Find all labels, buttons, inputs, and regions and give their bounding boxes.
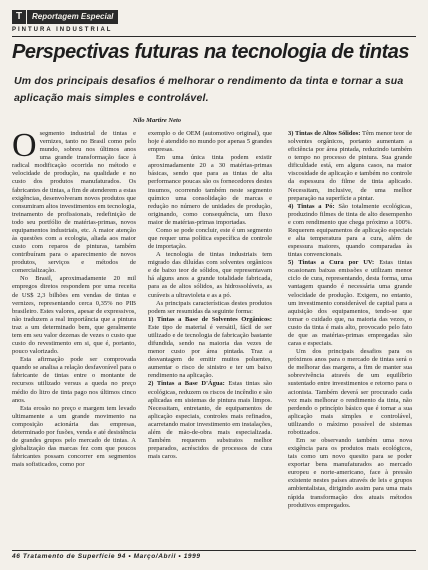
footer-rule — [12, 550, 416, 551]
header-rule — [12, 36, 416, 37]
list-item — [288, 259, 412, 348]
paragraph: exemplo o de OEM (automotivo original), que hoje é atendido no mundo por apenas 5 grandes empresas. — [148, 130, 272, 154]
list-heading: 3) Tintas de Altos Sólidos: — [288, 130, 361, 137]
article-title: Perspectivas futuras na tecnologia de tintas — [12, 41, 410, 63]
magazine-logo: T — [12, 10, 26, 24]
paragraph: Em se observando também uma nova exigência para os produtos mais ecológicos, tais como um novo quesito para se poder exportar bens manufaturados ao mercado europeu e norte-americano, face à pressão existente nestes países através de leis e grupos ambientalistas, dirigindo assim para uma mais rápida transformação dos atuais métodos produtivos empregados. — [288, 436, 412, 509]
list-text: Estas tintas são ecológicas, reduzem os riscos de incêndio e são aplicadas em sistemas de pintura mais limpos. Necessitam, entretanto, de equipamentos de aplicação especiais, controles mais refinados, acarretando maior investimento em instalações, além de mão-de-obra mais especializada. Também requerem substratos melhor preparados, acréscidos de processos de cura mais caros. — [148, 380, 273, 461]
column-3 — [288, 130, 412, 510]
list-text: São totalmente ecológicas, produzindo filmes de tinta de alto desempenho e com rendimento que chega próximo a 100%. Requerem equipamentos de aplicação especiais e alta temperatura para a cura, além de espessura maiores, quando comparadas às tintas convencionais. — [288, 202, 412, 259]
list-item — [288, 203, 412, 260]
list-text: Têm menor teor de solventes orgânicos, portanto aumentam a eficiência por área pintada, reduzindo também o tempo no processo de pintura. Sua grande dificuldade está, em alguns casos, na maior viscosidade de aplicação e também no controle da espessura do filme de tinta aplicado. Necessitam, inclusive, de uma melhor preparação na superfície a pintar. — [288, 130, 412, 202]
list-text: Estas tintas ocasionam baixas emissões e utilizam menor ciclo de cura, representando, desta forma, uma vantagem quando é necessária uma grande velocidade de produção. Exigem, no entanto, um investimento considerável de capital para a aquisição dos equipamentos, tendo-se que tomar o cuidado que, na maioria das vezes, o custo da tinta é mais alto, provocado pelo fato de que as matérias-primas empregadas são caras e especiais. — [288, 259, 412, 348]
subsection-label: PINTURA INDUSTRIAL — [12, 27, 113, 33]
paragraph: Em uma única tinta podem existir aproximadamente 20 a 30 matérias-primas básicas, sendo que para as tintas de alta performance poucas são os fornecedores destes insumos, ocorrendo também neste segmento químico uma consolidação de marcas e redução no número de unidades de produção, originando, como consequência, um fluxo maior de matérias-primas importadas. — [148, 154, 272, 226]
drop-cap: O — [12, 127, 37, 164]
paragraph: Esta erosão no preço e margem tem levado ultimamente a um grande movimento na composição acionária das empresas, determinado por fusões, venda e até desistência de grandes grupos pelo mercado de tintas. A globalização das marcas fez com que poucos fabricantes possam concorrer em segmentos mais sofisticados, como por — [12, 404, 136, 469]
paragraph: As principais características destes produtos podem ser resumidas da seguinte forma: — [148, 299, 272, 315]
paragraph: A tecnologia de tintas industriais tem migrado das diluídas com solventes orgânicos e de baixo teor de sólidos, que representavam há alguns anos a grande totalidade fabricada, para as de altos sólidos, as hidrossolúveis, as curáveis a ultravioleta e as a pó. — [148, 251, 272, 299]
list-heading: 2) Tintas a Base D'Água: — [148, 380, 225, 388]
section-label: Reportagem Especial — [27, 10, 118, 24]
page-footer: 46 Tratamento de Superfície 94 • Março/Abril • 1999 — [12, 553, 201, 560]
list-heading: 4) Tintas a Pó: — [288, 202, 335, 210]
list-item — [148, 380, 272, 461]
column-2 — [148, 130, 272, 461]
section-header — [12, 10, 118, 24]
paragraph: segmento industrial de tintas e vernizes, tanto no Brasil como pelo mundo, sobreu nos últimos anos uma grande transformação face à radical modificação ocorrida no método e velocidade de produção, na qualidade e no custo dos produtos manufaturados. Os fabricantes de tintas, a fim de atenderem a estas exigências, desenvolveram novos produtos que consumiram altos investimentos em tecnologia, treinamento de profissionais, redefinição de todo seu portfólio de matérias-primas, novos equipamentos industriais, etc. A maior atenção às questões com a ecologia, aliada aos maior custo com reparos de pinturas, também contribuíram para o aparecimento de novos produtos, serviços e métodos de comercialização. — [12, 130, 136, 275]
article-deck: Um dos principais desafios é melhorar o rendimento da tinta e tornar a sua aplicação mais simples e controlável. — [14, 75, 404, 104]
column-1 — [12, 127, 136, 469]
list-heading: 1) Tintas a Base de Solventes Orgânicos: — [148, 315, 272, 323]
article-byline: Nilo Martire Neto — [133, 117, 182, 124]
paragraph: Um dos principais desafios para os próximos anos para o mercado de tintas será o de melhorar das margens, a fim de manter sua sobrevivência através de um equilíbrio sustentado entre investimentos e retorno para o acionista. Também deverá ser procurado cada vez mais melhorar o rendimento da tinta, não perdendo o princípio básico que é tornar a sua aplicação mais simples e controlável, utilizando o máximo possível de sistemas robotizados. — [288, 348, 412, 436]
paragraph: Esta afirmação pode ser comprovada quando se analisa a relação desfavorável para o fabricante de tintas entre o montante de recursos utilizado versus a queda no preço médio do litro de tinta pago nos últimos cinco anos. — [12, 356, 136, 404]
list-heading: 5) Tintas a Cura por UV: — [288, 259, 375, 267]
list-item — [288, 130, 412, 203]
paragraph: Como se pode concluir, este é um segmento que requer uma política específica de controle de importação. — [148, 226, 272, 251]
paragraph: No Brasil, aproximadamente 20 mil empregos diretos respondem por uma receita de US$ 2,3 bilhões em vendas de tintas e vernizes, representando cerca 0,35% no PIB brasileiro. Estes valores, apesar de expressivos, não traduzem a real importância que a pintura traz a um determinado bem, que geralmente tem em seu valor dezenas de vezes o custo que custo do revestimento em si, que é, portanto, pouco valorizado. — [12, 275, 136, 356]
list-item — [148, 316, 272, 381]
list-text: Este tipo de material é versátil, fácil de ser utilizado e de tecnologia de fabricação bastante difundida, sendo na maioria das vezes de menor custo por área pintada. Traz a desvantagem de emitir muitos poluentes, aumentar o risco de sinistro e ter um baixo rendimento na aplicação. — [148, 323, 272, 380]
